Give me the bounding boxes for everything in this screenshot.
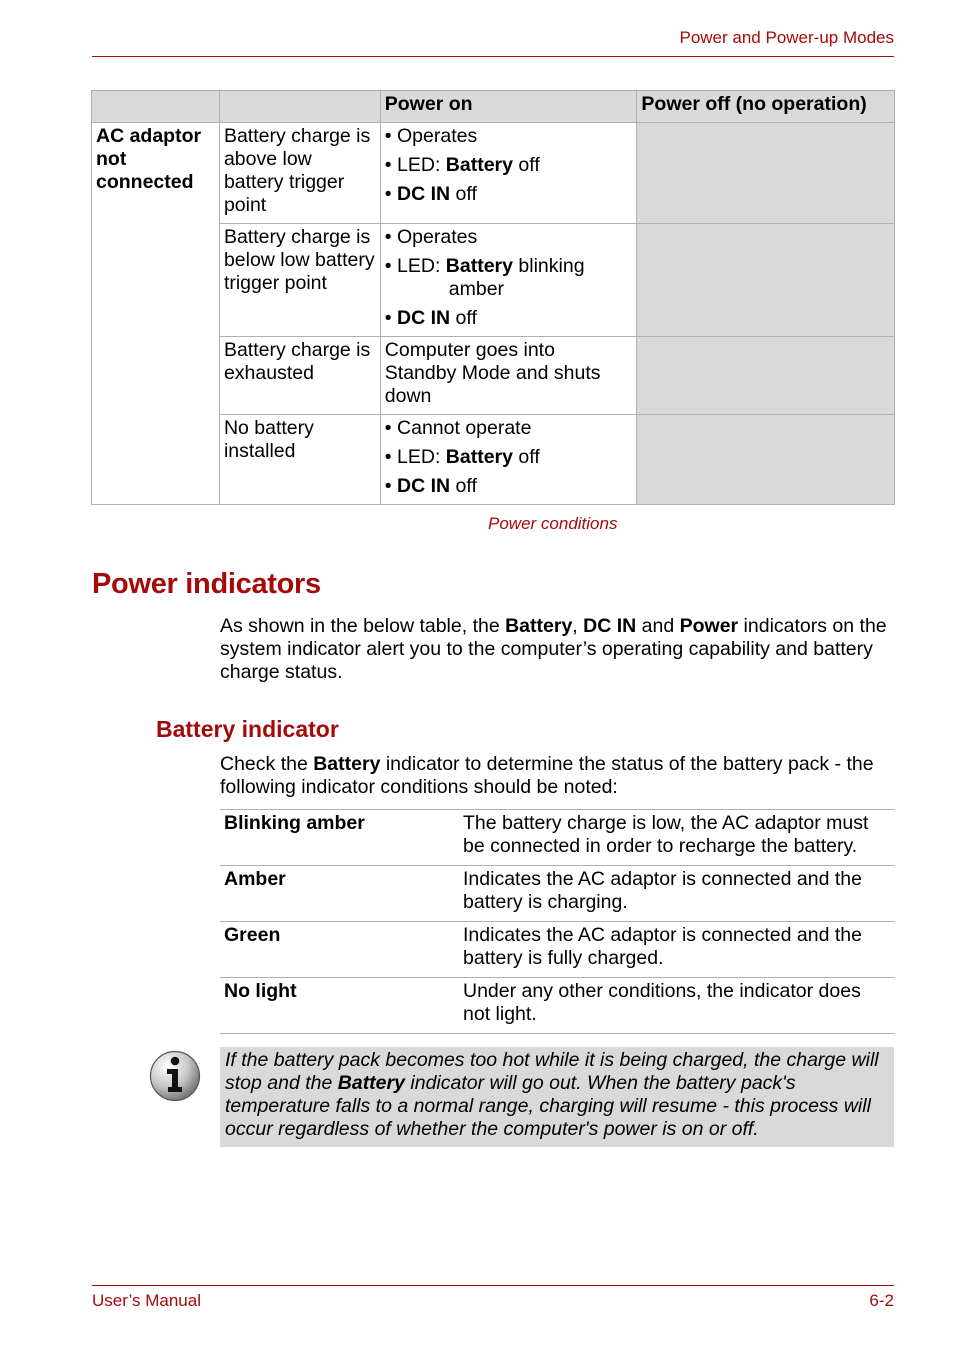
subsection-heading: Battery indicator bbox=[156, 716, 339, 742]
battery-intro-paragraph: Check the Battery indicator to determine the status of the battery pack - the following indicator conditions should be noted: bbox=[220, 753, 874, 798]
header-divider bbox=[92, 56, 894, 57]
power-on-cell: • Operates • LED: Battery off • DC IN off bbox=[380, 123, 637, 224]
power-on-cell: • Cannot operate • LED: Battery off • DC IN off bbox=[380, 415, 637, 505]
power-off-cell bbox=[637, 337, 895, 415]
indicator-description: Indicates the AC adaptor is connected and the battery is fully charged. bbox=[459, 922, 895, 978]
group-label: AC adaptor not connected bbox=[92, 123, 220, 505]
indicator-description: The battery charge is low, the AC adaptor must be connected in order to recharge the battery. bbox=[459, 810, 895, 866]
column-header bbox=[219, 91, 380, 123]
indicator-description: Indicates the AC adaptor is connected and the battery is charging. bbox=[459, 866, 895, 922]
table-row bbox=[220, 866, 895, 922]
table-row bbox=[220, 810, 895, 866]
condition-cell: Battery charge is below low battery trigger point bbox=[219, 224, 380, 337]
power-on-cell: • Operates • LED: Battery blinking amber • DC IN off bbox=[380, 224, 637, 337]
battery-indicator-table bbox=[220, 809, 895, 1034]
table-row bbox=[220, 978, 895, 1034]
indicator-description: Under any other conditions, the indicator does not light. bbox=[459, 978, 895, 1034]
condition-cell: Battery charge is above low battery trigger point bbox=[219, 123, 380, 224]
indicator-state: Amber bbox=[220, 866, 459, 922]
indicator-state: No light bbox=[220, 978, 459, 1034]
indicator-state: Green bbox=[220, 922, 459, 978]
power-on-cell: Computer goes into Standby Mode and shuts down bbox=[380, 337, 637, 415]
header-section-title: Power and Power-up Modes bbox=[679, 28, 894, 47]
power-off-cell bbox=[637, 415, 895, 505]
table-row bbox=[92, 123, 895, 224]
power-off-cell bbox=[637, 224, 895, 337]
page-number: 6-2 bbox=[869, 1291, 894, 1310]
section-heading: Power indicators bbox=[92, 568, 321, 600]
power-off-cell bbox=[637, 123, 895, 224]
note-box: If the battery pack becomes too hot while it is being charged, the charge will stop and the Battery indicator will go out. When the battery pack's temperature falls to a normal range, charging will resume - this process will occur regardless of whether the computer's power is on or off. bbox=[220, 1047, 894, 1147]
column-header-power-on: Power on bbox=[380, 91, 637, 123]
table-header-row bbox=[92, 91, 895, 123]
footer-manual-title: User’s Manual bbox=[92, 1291, 201, 1310]
condition-cell: No battery installed bbox=[219, 415, 380, 505]
condition-cell: Battery charge is exhausted bbox=[219, 337, 380, 415]
column-header bbox=[92, 91, 220, 123]
table-row bbox=[220, 922, 895, 978]
indicator-state: Blinking amber bbox=[220, 810, 459, 866]
power-conditions-table bbox=[91, 90, 895, 505]
intro-paragraph: As shown in the below table, the Battery, DC IN and Power indicators on the system indicator alert you to the computer’s operating capability and battery charge status. bbox=[220, 615, 887, 683]
info-icon bbox=[149, 1050, 201, 1102]
column-header-power-off: Power off (no operation) bbox=[637, 91, 895, 123]
table-caption: Power conditions bbox=[488, 514, 618, 533]
footer-divider bbox=[92, 1285, 894, 1286]
